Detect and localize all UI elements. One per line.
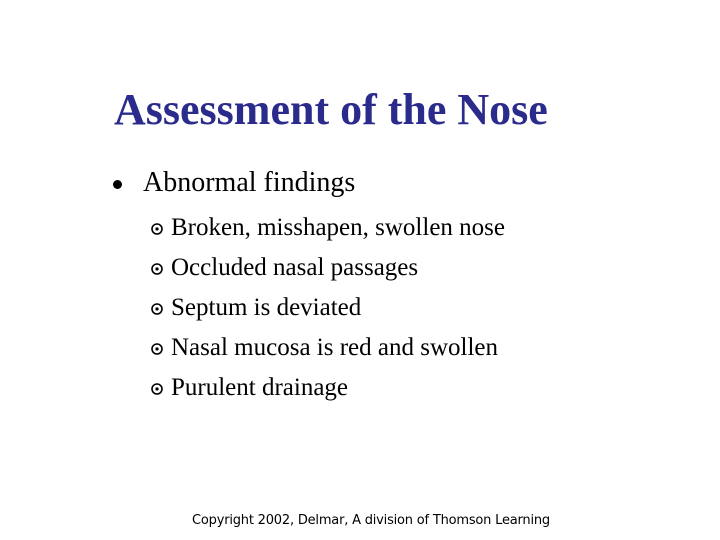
bullet-item-label: Abnormal findings bbox=[143, 167, 356, 198]
sub-bullet-item bbox=[150, 368, 505, 408]
open-circle-bullet-icon bbox=[150, 382, 164, 396]
sub-bullet-item bbox=[150, 208, 505, 248]
sub-bullet-label: Broken, misshapen, swollen nose bbox=[171, 214, 505, 241]
sub-bullet-label: Septum is deviated bbox=[171, 294, 362, 321]
copyright-footer bbox=[0, 512, 720, 530]
open-circle-bullet-icon bbox=[150, 302, 164, 316]
open-circle-bullet-icon bbox=[150, 342, 164, 356]
sub-bullet-label: Purulent drainage bbox=[171, 374, 349, 401]
sub-bullet-list bbox=[150, 208, 505, 408]
filled-circle-bullet-icon bbox=[113, 180, 122, 189]
bullet-item-abnormal-findings bbox=[113, 166, 355, 200]
open-circle-bullet-icon bbox=[150, 262, 164, 276]
open-circle-bullet-icon bbox=[150, 222, 164, 236]
slide-title: Assessment of the Nose bbox=[114, 85, 548, 134]
sub-bullet-label: Nasal mucosa is red and swollen bbox=[171, 334, 499, 361]
copyright-text: Copyright 2002, Delmar, A division of Thomson Learning bbox=[192, 513, 550, 528]
sub-bullet-item bbox=[150, 248, 505, 288]
sub-bullet-item bbox=[150, 328, 505, 368]
sub-bullet-label: Occluded nasal passages bbox=[171, 254, 419, 281]
sub-bullet-item bbox=[150, 288, 505, 328]
